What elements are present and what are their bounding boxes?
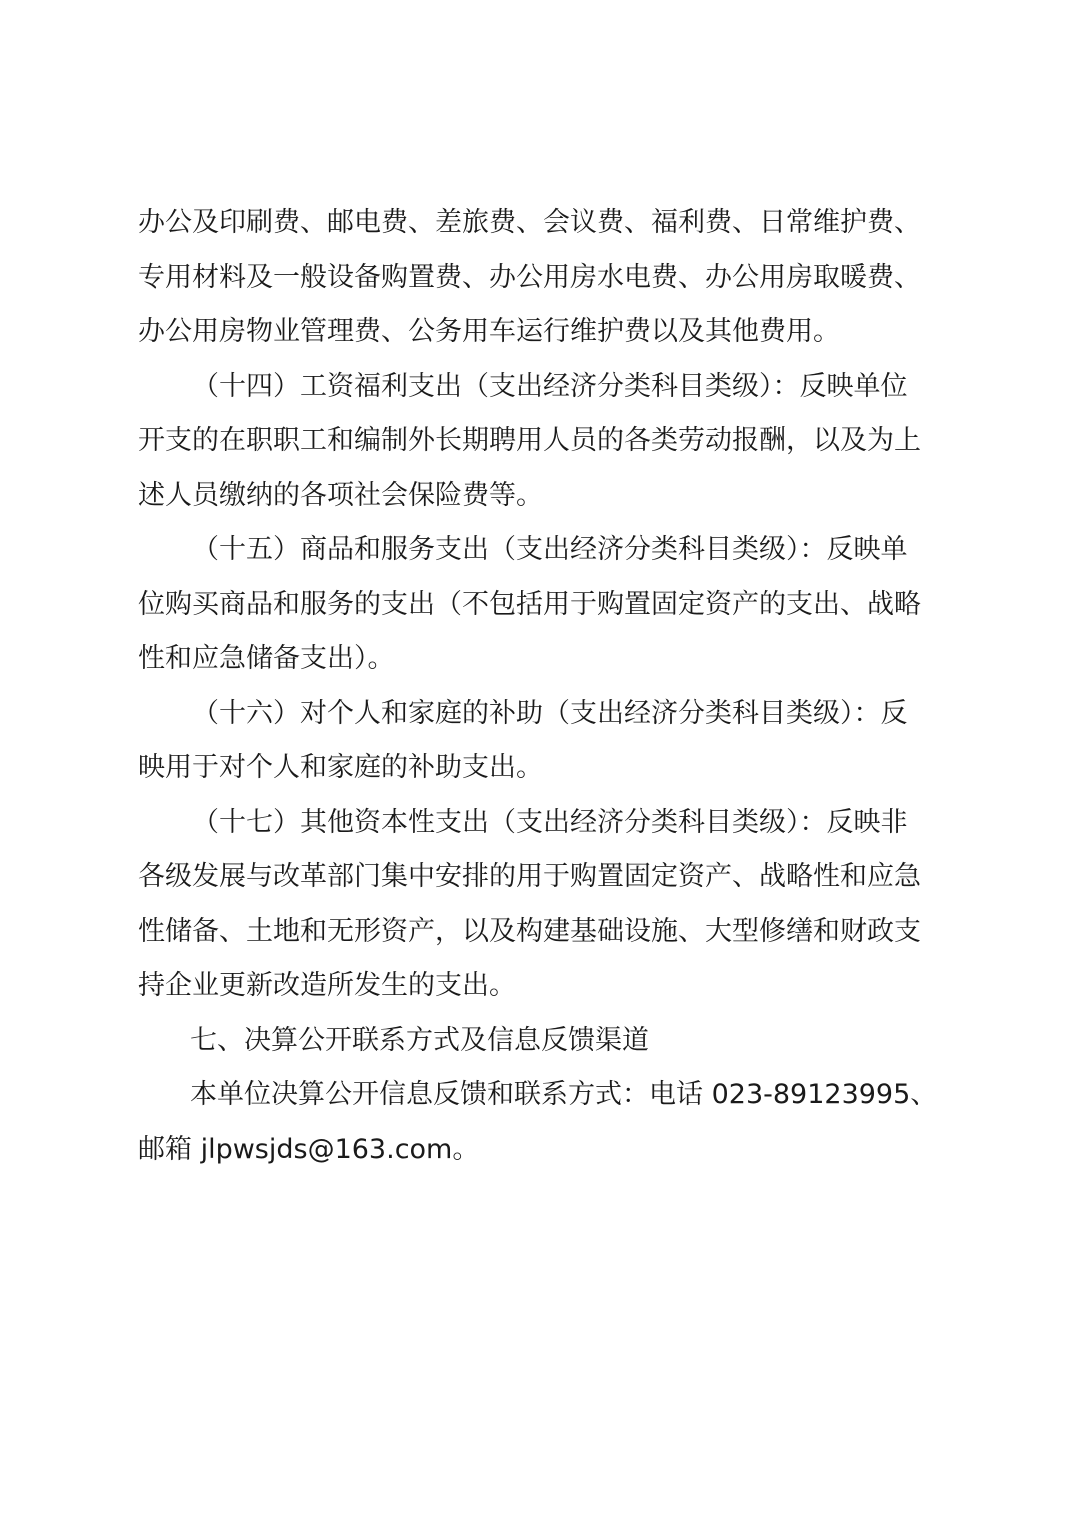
text-line: 映用于对个人和家庭的补助支出。: [138, 752, 543, 783]
contact-phone-line: 本单位决算公开信息反馈和联系方式：电话 023-89123995、: [190, 1079, 938, 1110]
text-line: 位购买商品和服务的支出（不包括用于购置固定资产的支出、战略: [138, 588, 921, 620]
section-heading: 七、决算公开联系方式及信息反馈渠道: [190, 1024, 649, 1056]
text-line: 各级发展与改革部门集中安排的用于购置固定资产、战略性和应急: [138, 861, 921, 892]
contact-email-line: 邮箱 jlpwsjds@163.com。: [138, 1133, 480, 1165]
paragraph-item-14: [138, 360, 928, 524]
text-line: 专用材料及一般设备购置费、办公用房水电费、办公用房取暖费、: [138, 261, 921, 293]
text-line: 性储备、土地和无形资产，以及构建基础设施、大型修缮和财政支: [138, 915, 921, 947]
text-line: 述人员缴纳的各项社会保险费等。: [138, 479, 543, 511]
text-line: 办公用房物业管理费、公务用车运行维护费以及其他费用。: [138, 316, 840, 347]
text-line: （十六）对个人和家庭的补助（支出经济分类科目类级）：反: [192, 697, 908, 729]
text-line: （十五）商品和服务支出（支出经济分类科目类级）：反映单: [192, 534, 908, 565]
section-7-heading: [138, 1014, 928, 1069]
text-line: 办公及印刷费、邮电费、差旅费、会议费、福利费、日常维护费、: [138, 207, 921, 238]
text-line: （十四）工资福利支出（支出经济分类科目类级）：反映单位: [192, 370, 908, 402]
paragraph-item-17: [138, 796, 928, 1014]
text-line: 开支的在职职工和编制外长期聘用人员的各类劳动报酬，以及为上: [138, 425, 921, 456]
paragraph-expense-list: [138, 196, 928, 360]
paragraph-item-15: [138, 523, 928, 687]
paragraph-item-16: [138, 687, 928, 796]
paragraph-contact: [138, 1068, 938, 1177]
text-line: 持企业更新改造所发生的支出。: [138, 970, 516, 1001]
text-line: （十七）其他资本性支出（支出经济分类科目类级）：反映非: [192, 806, 908, 838]
text-line: 性和应急储备支出）。: [138, 643, 395, 674]
document-body: [138, 196, 938, 1177]
